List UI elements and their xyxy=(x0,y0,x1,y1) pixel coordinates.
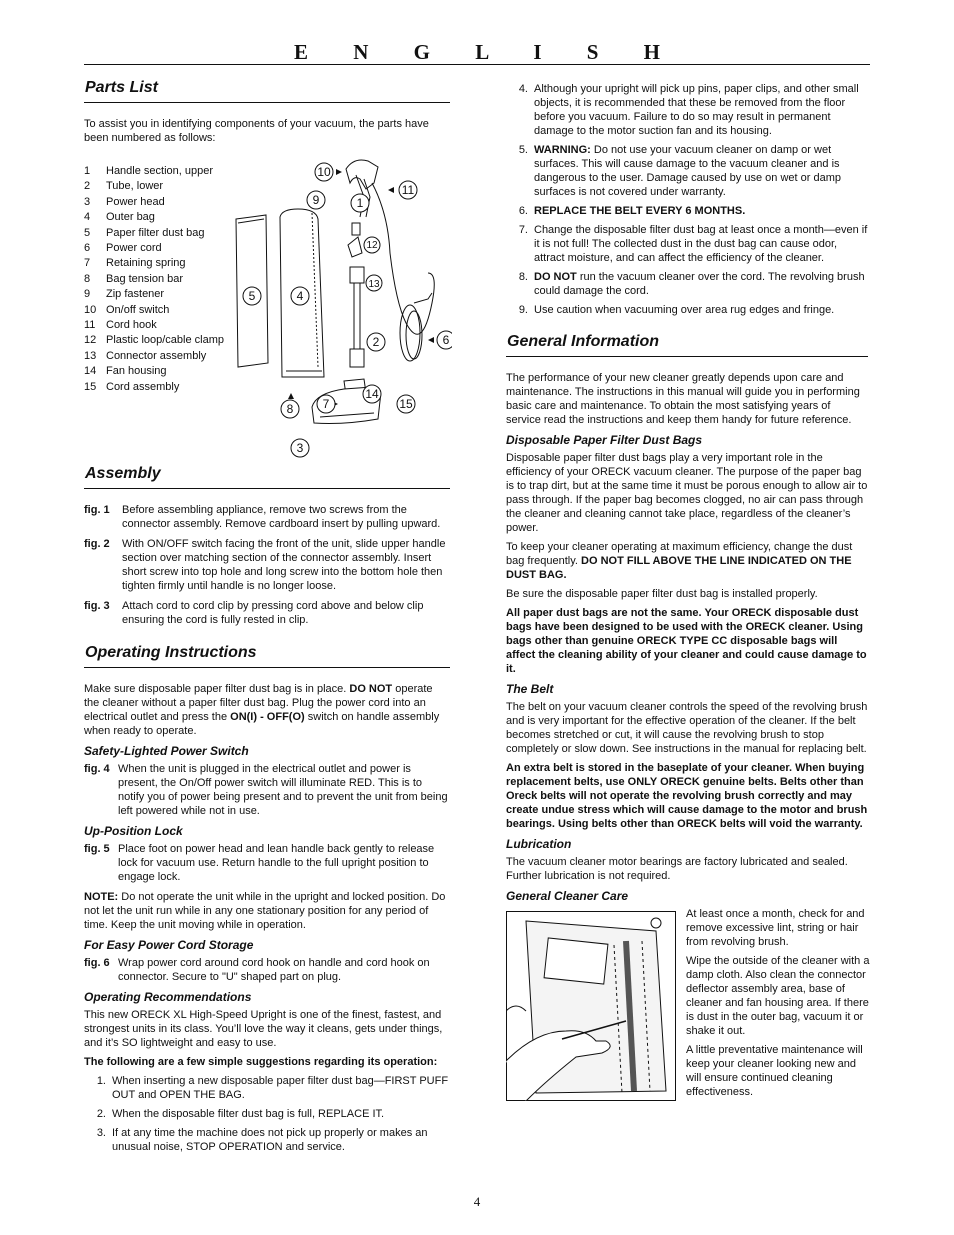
assembly-heading: Assembly xyxy=(84,464,450,489)
callout-5: 5 xyxy=(248,289,256,303)
fig-3-row: fig. 3 Attach cord to cord clip by pressing cord above and below clip ensuring the cord is fully rested in clip. xyxy=(84,600,424,626)
dust-bags-paragraph-1: Disposable paper filter dust bags play a very important role in the efficiency of your ORECK vacuum cleaner. The purpose of the paper bag is to trap dirt, but at the same time it must be porous enough to allow air to pass through. If the paper bag becomes clogged, no air can pass through the cleaner and cleaning cannot take place, regardless of the cleaner’s power. xyxy=(506,452,868,534)
callout-2: 2 xyxy=(372,335,380,349)
recommendations-bold: The following are a few simple suggestions regarding its operation: xyxy=(84,1056,438,1068)
safety-switch-heading: Safety-Lighted Power Switch xyxy=(84,744,249,758)
general-information-heading: General Information xyxy=(506,332,868,357)
care-paragraph-1: At least once a month, check for and remove excessive lint, string or hair from revolving brush. xyxy=(686,908,865,948)
list-item: 1. When inserting a new disposable paper filter dust bag—FIRST PUFF OUT and OPEN THE BAG. xyxy=(96,1075,449,1101)
callout-15: 15 xyxy=(399,397,413,411)
cleaner-care-heading: General Cleaner Care xyxy=(506,889,629,903)
lubrication-heading: Lubrication xyxy=(506,837,572,851)
callout-9: 9 xyxy=(312,193,320,207)
callout-10: 10 xyxy=(317,165,331,179)
list-item: 4 Outer bag xyxy=(84,211,155,224)
brush-cleaning-illustration xyxy=(506,911,676,1101)
list-item: 2 Tube, lower xyxy=(84,180,164,193)
fig-6-row: fig. 6 Wrap power cord around cord hook on handle and cord hook on connector. Secure to "U" shaped part on plug. xyxy=(84,957,430,983)
dust-bags-paragraph-3: Be sure the disposable paper filter dust bag is installed properly. xyxy=(506,588,818,600)
up-position-lock-heading: Up-Position Lock xyxy=(84,824,183,838)
fig-5-row: fig. 5 Place foot on power head and lean handle back gently to release lock for vacuum use. Return handle to the full upright position to engage lock. xyxy=(84,843,435,883)
list-item: 7 Retaining spring xyxy=(84,257,186,270)
list-item: 4. Although your upright will pick up pins, paper clips, and other small objects, it is recommended that these be removed from the floor before you vacuum. Failure to do so may result in permanent damage to the motor suction fan and its housing. xyxy=(518,83,859,137)
note-paragraph: NOTE: Do not operate the unit while in the upright and locked position. Do not let the unit run while in any one stationary position for any period of time. Keep the unit moving while in operation. xyxy=(84,891,446,931)
list-item: 9. Use caution when vacuuming over area rug edges and fringe. xyxy=(518,304,835,316)
lubrication-paragraph: The vacuum cleaner motor bearings are factory lubricated and sealed. Further lubrication is not required. xyxy=(506,856,848,882)
fig-4-row: fig. 4 When the unit is plugged in the electrical outlet and power is present, the On/Off power switch will illuminate RED. This is to notify you of power being present and to prevent the unit from being left powered while not in use. xyxy=(84,763,448,817)
operating-recommendations-heading: Operating Recommendations xyxy=(84,990,252,1004)
general-intro: The performance of your new cleaner greatly depends upon care and maintenance. The instructions in this manual will guide you in performing basic care and maintenance. To obtain the most satisfying years of service read the instructions and keep them handy for future reference. xyxy=(506,372,860,426)
list-item: 1 Handle section, upper xyxy=(84,165,214,177)
list-item: 9 Zip fastener xyxy=(84,288,165,301)
list-item: 15 Cord assembly xyxy=(84,380,180,393)
callout-3: 3 xyxy=(296,441,304,455)
callout-1: 1 xyxy=(356,196,364,210)
page-number: 4 xyxy=(473,1194,481,1209)
operating-heading: Operating Instructions xyxy=(84,643,450,668)
callout-7: 7 xyxy=(322,397,330,411)
list-item: 5. WARNING: Do not use your vacuum cleaner on damp or wet surfaces. This will cause damage to the vacuum cleaner and is dangerous to the user. Damage caused by use on wet or damp surfaces is not covered under warranty. xyxy=(518,144,841,198)
list-item: 6. REPLACE THE BELT EVERY 6 MONTHS. xyxy=(518,205,746,217)
list-item: 13 Connector assembly xyxy=(84,349,207,362)
dust-bags-heading: Disposable Paper Filter Dust Bags xyxy=(506,433,703,447)
belt-paragraph-1: The belt on your vacuum cleaner controls the speed of the revolving brush and is very important for the effective operation of the cleaner. If the belt becomes stretched or cut, it will cause the revolving brush to stop completely or slow down. See instructions in the manual for replacing belt. xyxy=(506,701,868,755)
list-item: 3 Power head xyxy=(84,195,165,208)
cleaner-care-section xyxy=(506,907,868,1107)
list-item: 12 Plastic loop/cable clamp xyxy=(84,334,225,347)
dust-bags-paragraph-2: To keep your cleaner operating at maximum efficiency, change the dust bag frequently. DO NOT FILL ABOVE THE LINE INDICATED ON THE DUST BAG. xyxy=(506,541,853,581)
recommendations-intro: This new ORECK XL High-Speed Upright is one of the finest, fastest, and strongest units in its class. You’ll love the way it cleans, gets under things, and it’s SO lightweight and easy to use. xyxy=(84,1009,443,1049)
parts-area xyxy=(84,164,450,464)
callout-13: 13 xyxy=(368,279,380,290)
vacuum-parts-diagram xyxy=(232,153,452,463)
list-item: 5 Paper filter dust bag xyxy=(84,226,205,239)
cord-storage-heading: For Easy Power Cord Storage xyxy=(84,938,254,952)
left-column xyxy=(84,78,450,1159)
belt-paragraph-2: An extra belt is stored in the baseplate of your cleaner. When buying replacement belts, use ONLY ORECK genuine belts. Belts other than Oreck belts will not operate the revolving brush correctly and may create undue stress which will cause damage to the motor and brush bearings. Using belts other than ORECK belts will void the warranty. xyxy=(506,762,868,830)
list-item: 7. Change the disposable filter dust bag at least once a month—even if it is not full! The collected dust in the dust bag can cause odor, attract moisture, and can affect the efficiency of the cleaner. xyxy=(518,224,868,264)
belt-heading: The Belt xyxy=(506,682,554,696)
list-item: 3. If at any time the machine does not pick up properly or makes an unusual noise, STOP OPERATION and service. xyxy=(96,1127,428,1153)
dust-bags-paragraph-4: All paper dust bags are not the same. Your ORECK disposable dust bags have been designed to be used with the ORECK cleaner. Using bags other than genuine ORECK TYPE CC disposable bags will affect the cleaning ability of your cleaner and could cause damage to it. xyxy=(506,607,867,675)
right-column xyxy=(506,82,868,1107)
callout-12: 12 xyxy=(366,240,378,251)
callout-14: 14 xyxy=(365,387,379,401)
parts-list-intro: To assist you in identifying components of your vacuum, the parts have been numbered as follows: xyxy=(84,118,429,144)
list-item: 2. When the disposable filter dust bag is full, REPLACE IT. xyxy=(96,1108,385,1120)
callout-6: 6 xyxy=(442,333,450,347)
list-item: 11 Cord hook xyxy=(84,319,157,332)
recommendations-list-continued xyxy=(506,82,868,317)
list-item: 8 Bag tension bar xyxy=(84,272,184,285)
callout-8: 8 xyxy=(286,402,294,416)
header-rule xyxy=(84,64,870,65)
parts-list xyxy=(84,164,244,395)
page-header-title: E N G L I S H xyxy=(293,40,681,64)
callout-4: 4 xyxy=(296,289,304,303)
list-item: 10 On/off switch xyxy=(84,303,170,316)
fig-2-row: fig. 2 With ON/OFF switch facing the front of the unit, slide upper handle section over matching section of the connector assembly. Insert short screw into top hole and long screw into the bottom hole then tighten firmly until handle is no longer loose. xyxy=(84,538,446,592)
list-item: 14 Fan housing xyxy=(84,365,167,378)
operating-intro: Make sure disposable paper filter dust bag is in place. DO NOT operate the cleaner without a paper filter dust bag. Plug the power cord into an electrical outlet and press the ON(I) - OFF(O) switch on handle assembly when ready to operate. xyxy=(84,683,440,737)
care-paragraph-3: A little preventative maintenance will keep your cleaner looking new and will ensure continued cleaning effectiveness. xyxy=(686,1044,863,1098)
list-item: 6 Power cord xyxy=(84,242,162,255)
care-paragraph-2: Wipe the outside of the cleaner with a damp cloth. Also clean the connector deflector assembly area, base of cleaner and fan housing area. If there is dust in the outer bag, vacuum it or shake it out. xyxy=(686,955,870,1037)
parts-list-heading: Parts List xyxy=(84,78,450,103)
fig-1-row: fig. 1 Before assembling appliance, remove two screws from the connector assembly. Remove cardboard insert by pulling upward. xyxy=(84,504,441,530)
recommendations-list xyxy=(84,1074,450,1154)
list-item: 8. DO NOT run the vacuum cleaner over the cord. The revolving brush could damage the cord. xyxy=(518,271,865,297)
callout-11: 11 xyxy=(401,183,415,197)
cleaner-care-text xyxy=(686,907,870,1104)
